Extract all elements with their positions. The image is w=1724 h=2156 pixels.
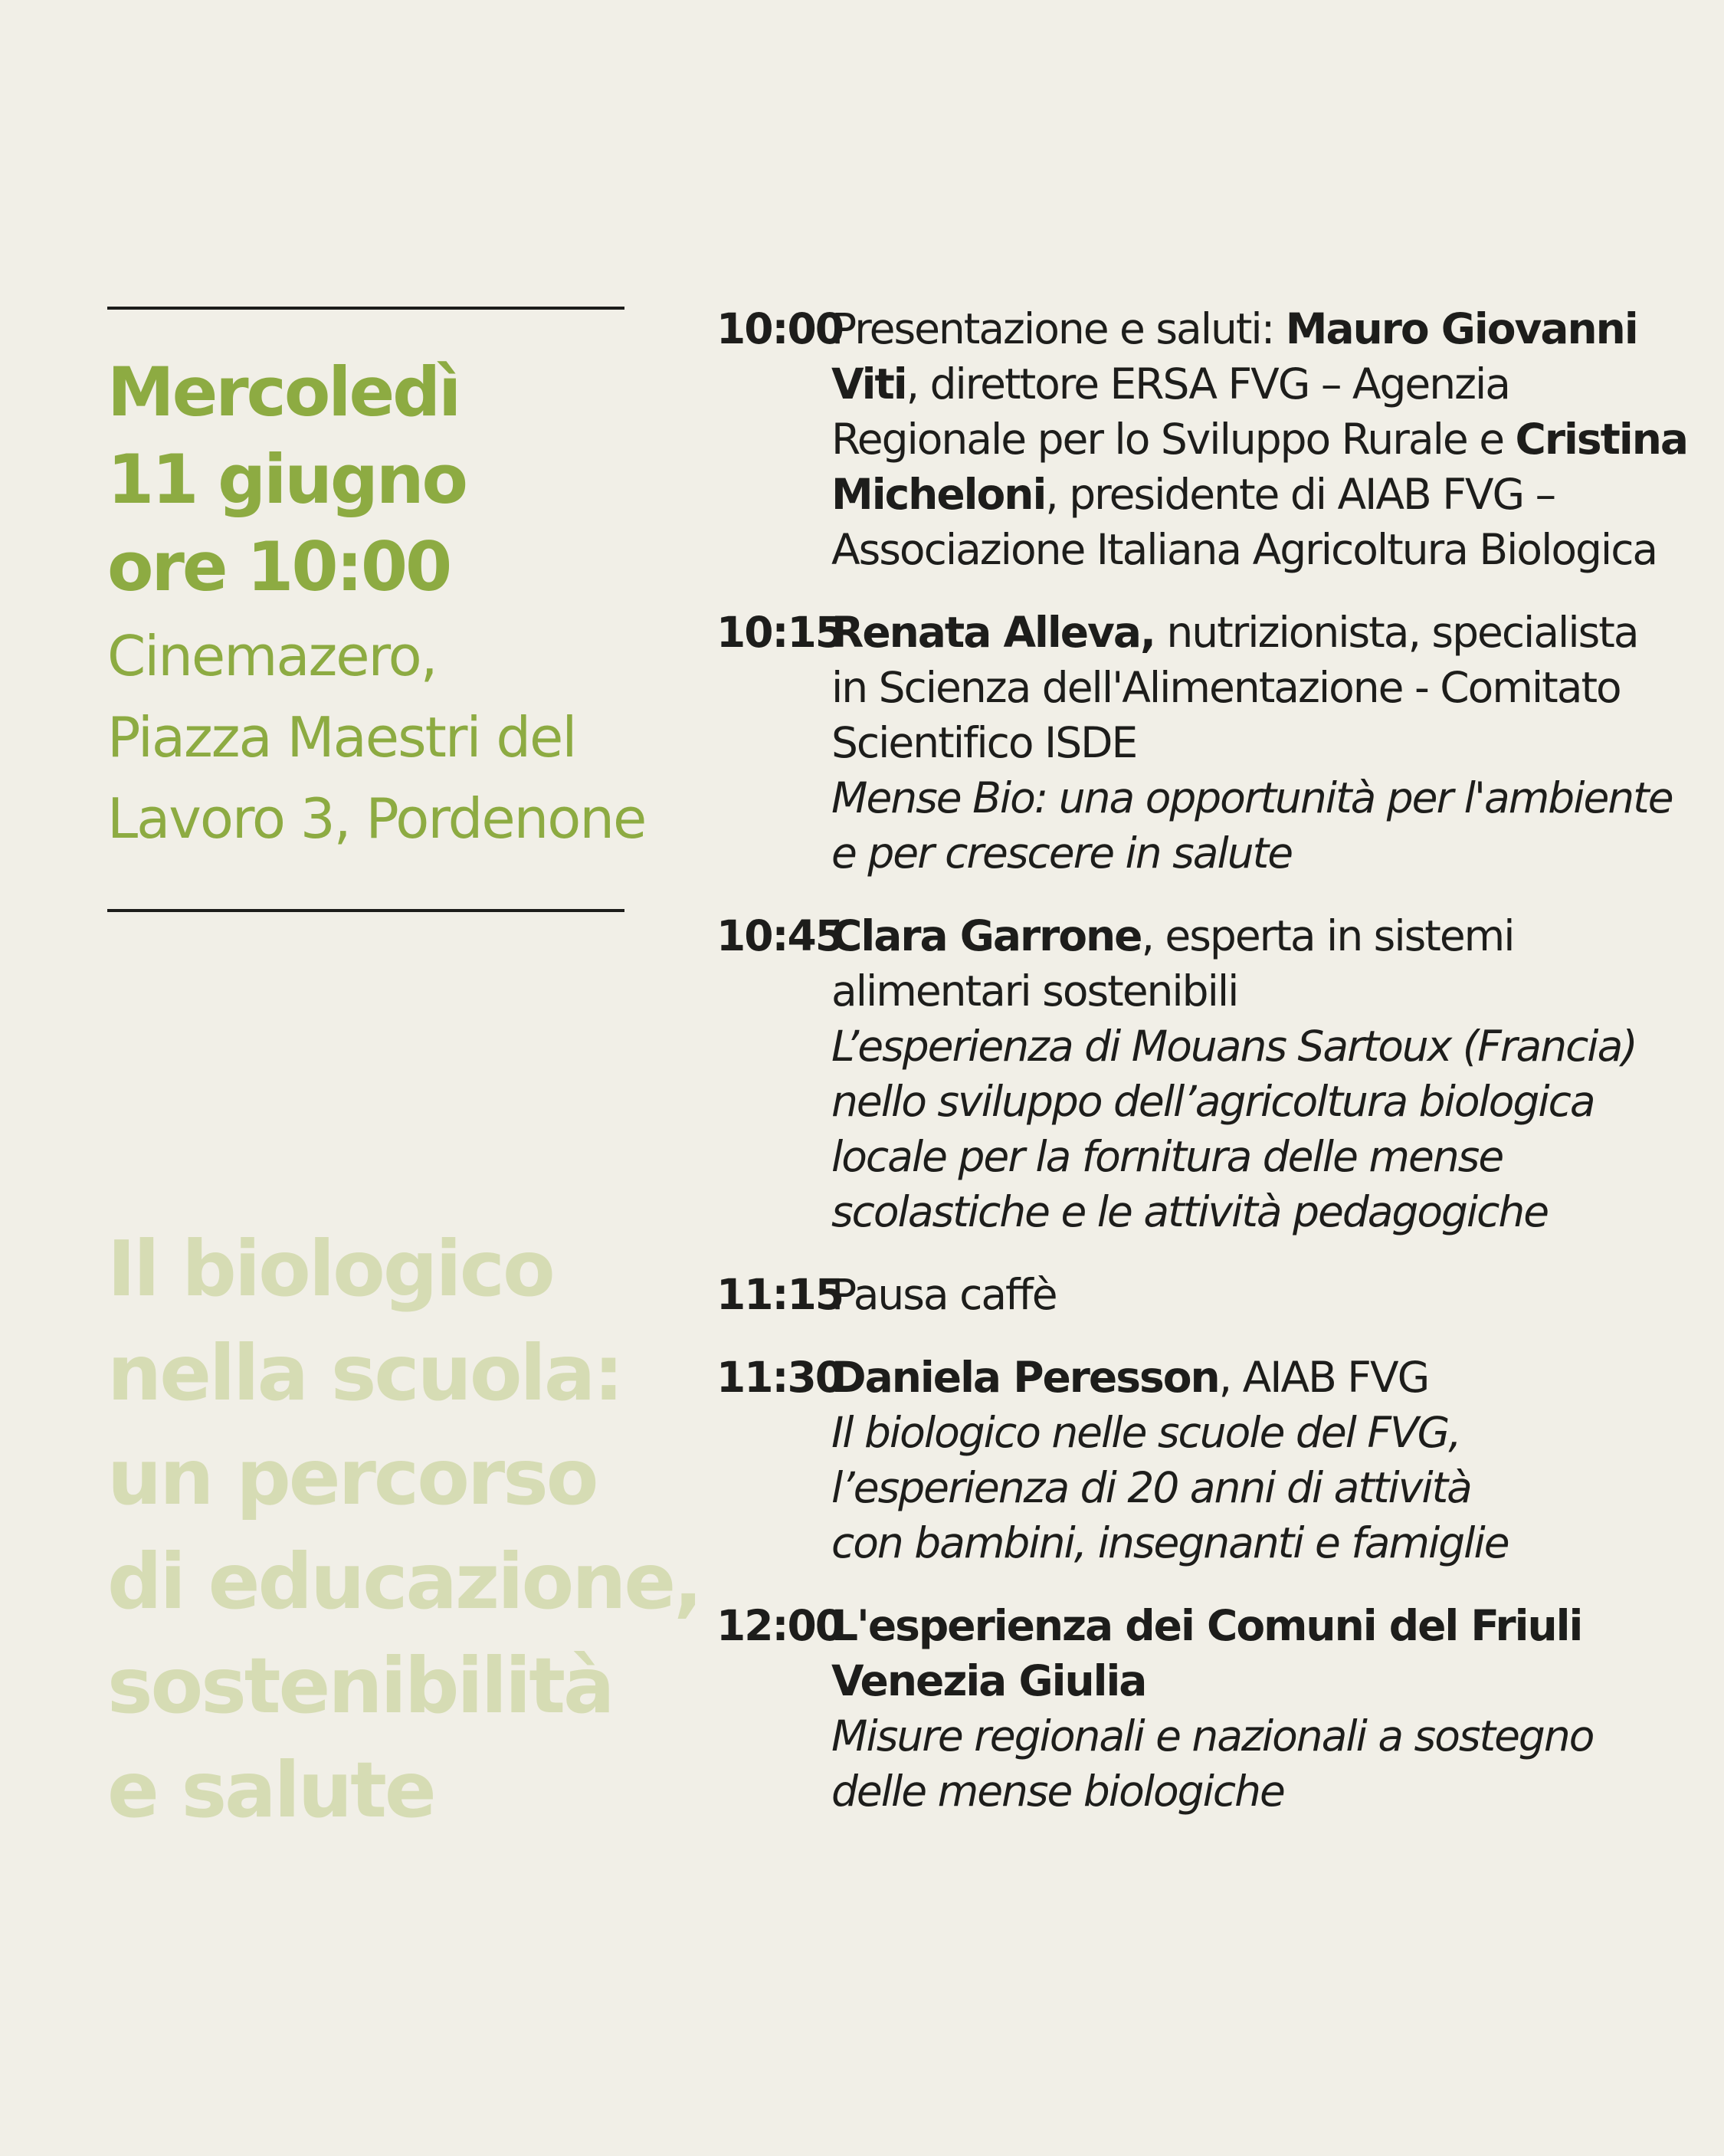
event-details [107,349,646,859]
headline-line: e salute [107,1745,434,1835]
talk-title: Mense Bio: una opportunità per l'ambiente [831,773,1673,822]
description-text: , direttore ERSA FVG – Agenzia [906,359,1509,409]
talk-title: con bambini, insegnanti e famiglie [831,1518,1509,1567]
program-time: 12:00 [716,1601,844,1650]
divider-top [107,307,624,310]
program-time: 10:45 [716,911,844,960]
venue-line: Lavoro 3, Pordenone [107,786,646,851]
program-description [831,605,1673,881]
divider-bottom [107,909,624,912]
talk-title: scolastiche e le attività pedagogiche [831,1187,1549,1236]
venue-line: Cinemazero, [107,624,437,688]
speaker-name: Daniela Peresson [831,1353,1219,1402]
description-line [831,825,1636,881]
speaker-name: Micheloni [831,470,1046,519]
program-schedule [716,301,1688,1846]
description-line [831,1764,1636,1819]
speaker-name: Cristina [1515,415,1688,464]
description-text: Presentazione e saluti: [831,304,1286,353]
event-headline [107,1217,701,1843]
description-line [831,1708,1636,1764]
description-text: Scientifico ISDE [831,718,1137,767]
program-description [831,301,1688,577]
program-item [716,1267,1636,1322]
description-line [831,1405,1636,1460]
description-line [831,1019,1636,1074]
talk-title: L’esperienza di Mouans Sartoux (Francia) [831,1022,1637,1071]
speaker-name: Clara Garrone [831,911,1142,960]
description-line [831,522,1657,577]
description-text: Pausa caffè [831,1270,1057,1319]
description-line [831,963,1636,1019]
talk-title: e per crescere in salute [831,829,1293,878]
description-line [831,605,1636,660]
program-time: 10:15 [716,608,844,657]
description-text: , presidente di AIAB FVG – [1045,470,1555,519]
talk-title: locale per la fornitura delle mense [831,1132,1503,1181]
description-text: Associazione Italiana Agricoltura Biologica [831,525,1657,574]
description-line [831,715,1636,770]
description-text: , esperta in sistemi [1141,911,1514,960]
venue-line: Piazza Maestri del [107,705,576,770]
description-text: Regionale per lo Sviluppo Rurale e [831,415,1516,464]
description-line [831,1184,1636,1239]
description-line [831,467,1636,522]
event-venue [107,615,646,859]
event-time: ore 10:00 [107,527,451,606]
description-line [831,1267,1636,1322]
speaker-name: Venezia Giulia [831,1656,1146,1705]
speaker-name: L'esperienza dei Comuni del Friuli [831,1601,1582,1650]
program-description [831,908,1636,1239]
description-line [831,1074,1636,1129]
talk-title: Il biologico nelle scuole del FVG, [831,1408,1460,1457]
talk-title: nello sviluppo dell’agricoltura biologica [831,1077,1595,1126]
description-line [831,356,1636,412]
program-description [831,1267,1636,1322]
description-line [831,1515,1636,1570]
description-line [831,301,1636,356]
program-time: 11:30 [716,1353,844,1402]
program-description [831,1598,1636,1819]
program-item [716,1598,1636,1819]
program-item [716,908,1636,1239]
headline-line: Il biologico [107,1224,553,1314]
description-text: alimentari sostenibili [831,966,1238,1016]
description-text: nutrizionista, specialista [1154,608,1638,657]
description-text: in Scienza dell'Alimentazione - Comitato [831,663,1621,712]
speaker-name: Mauro Giovanni [1285,304,1637,353]
description-line [831,412,1688,467]
program-time: 10:00 [716,304,844,353]
description-line [831,1350,1636,1405]
talk-title: Misure regionali e nazionali a sostegno [831,1711,1594,1761]
description-line [831,1129,1636,1184]
description-line [831,1598,1636,1653]
event-day: Mercoledì [107,353,460,432]
description-line [831,908,1636,963]
description-text: , AIAB FVG [1218,1353,1429,1402]
talk-title: delle mense biologiche [831,1767,1284,1816]
speaker-name: Viti [831,359,906,409]
headline-line: nella scuola: [107,1328,622,1418]
program-time: 11:15 [716,1270,844,1319]
program-item [716,301,1688,577]
description-line [831,1460,1636,1515]
talk-title: l’esperienza di 20 anni di attività [831,1463,1471,1512]
headline-line: sostenibilità [107,1641,613,1731]
description-line [831,660,1636,715]
description-line [831,1653,1636,1708]
program-item [716,1350,1636,1570]
headline-line: un percorso [107,1432,597,1522]
speaker-name: Renata Alleva, [831,608,1155,657]
program-description [831,1350,1636,1570]
headline-line: di educazione, [107,1537,701,1626]
program-item [716,605,1673,881]
event-date: 11 giugno [107,440,466,519]
description-line [831,770,1673,825]
